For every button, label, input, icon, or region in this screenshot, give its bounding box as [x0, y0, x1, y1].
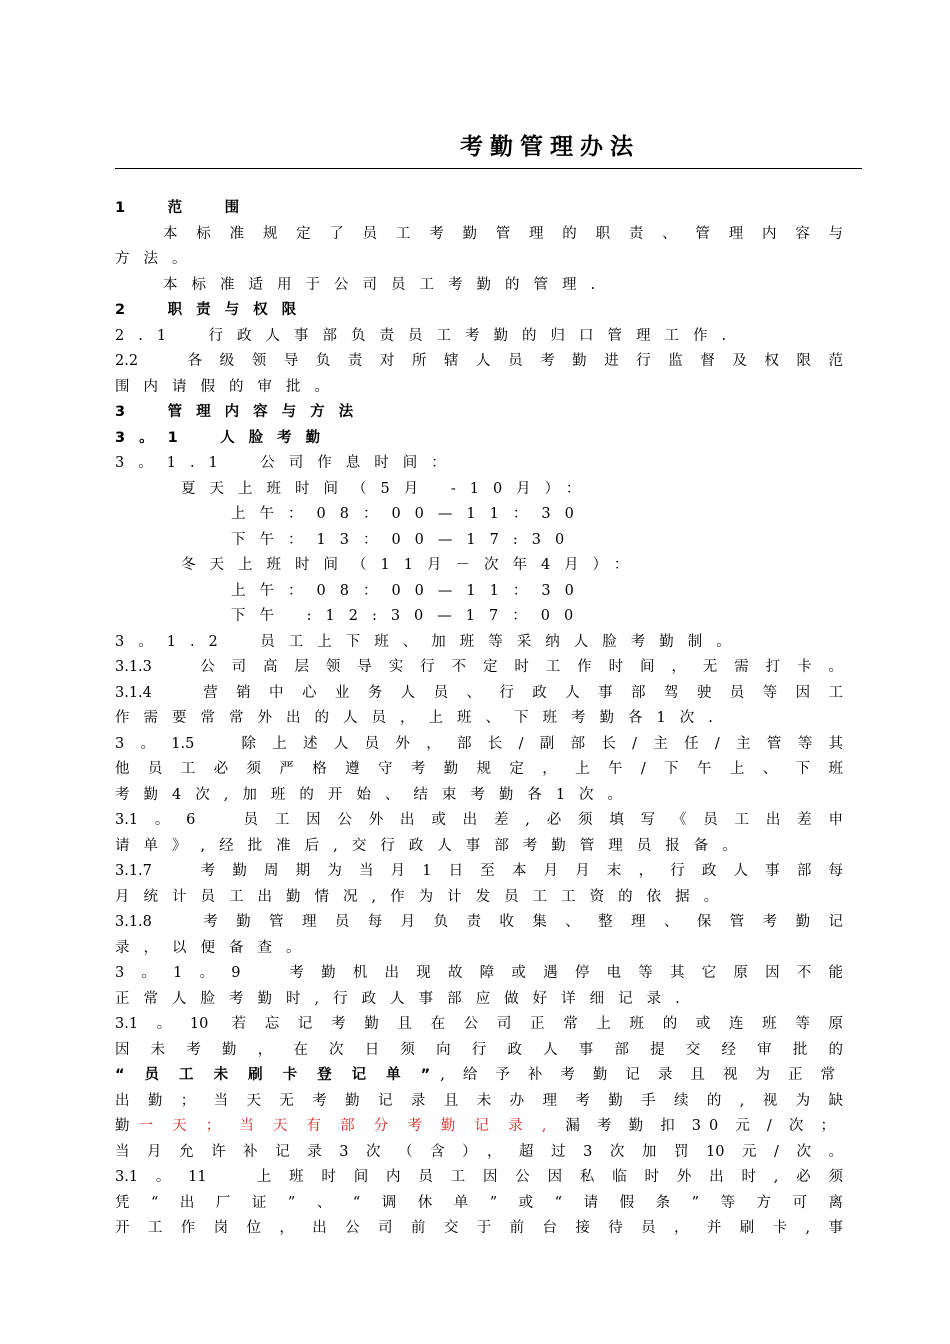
- paragraph-line: 方法。: [115, 251, 201, 267]
- paragraph-line: 3。1。9 考勤机出现故障或遇停电等其它原因不能: [115, 965, 843, 981]
- section-heading-responsibility: 2 职责与权限: [115, 302, 311, 318]
- title-divider: [115, 168, 862, 169]
- paragraph-line: 因未考勤，在次日须向行政人事部提交经审批的: [115, 1041, 843, 1058]
- schedule-summer-pm: 下午：13：00—17:30: [231, 531, 579, 548]
- paragraph-line: 3.1.7 考勤周期为当月1日至本月月末，行政人事部每: [115, 863, 843, 879]
- document-title: 考勤管理办法: [460, 134, 640, 160]
- paragraph-text: 勤: [115, 1118, 139, 1134]
- form-name-bold: “员工未刷卡登记单”: [115, 1067, 441, 1083]
- paragraph-text: 漏考勤扣30元/次；: [556, 1118, 843, 1134]
- paragraph-line-mixed: [115, 1063, 843, 1089]
- paragraph-line: 月统计员工出勤情况,作为计发员工工资的依据。: [115, 888, 733, 905]
- paragraph-line: 3。1.1 公司作息时间：: [115, 455, 460, 471]
- paragraph-line: 3。1.2 员工上下班、加班等采纳人脸考勤制。: [115, 633, 745, 650]
- paragraph-line: 3。1.5 除上述人员外，部长/副部长/主任/主管等其: [115, 735, 843, 752]
- schedule-winter-am: 上午：08：00—11：30: [231, 582, 588, 599]
- subsection-heading-face-attendance: 3。1 人脸考勤: [115, 429, 335, 446]
- paragraph-line: 3.1.8 考勤管理员每月负责收集、整理、保管考勤记: [115, 914, 843, 930]
- schedule-winter: 冬天上班时间（11月－次年4月）：: [181, 557, 643, 573]
- section-heading-scope: 1 范 围: [115, 200, 254, 216]
- schedule-summer-am: 上午：08：00—11：30: [231, 506, 588, 522]
- paragraph-line: 3.1。11 上班时间内员工因公因私临时外出时,必须: [115, 1169, 843, 1185]
- paragraph-line: 围内请假的审批。: [115, 378, 343, 395]
- paragraph-line: 考勤4次,加班的开始、结束考勤各1次。: [115, 786, 637, 803]
- highlight-red-text: 一天；当天有部分考勤记录,: [138, 1118, 557, 1134]
- schedule-winter-pm: 下午 :12:30—17：00: [231, 608, 588, 624]
- paragraph-line: 本标准规定了员工考勤管理的职责、管理内容与: [163, 225, 843, 242]
- paragraph-line: 正常人脸考勤时,行政人事部应做好详细记录.: [115, 990, 694, 1007]
- paragraph-line: 2.1 行政人事部负责员工考勤的归口管理工作.: [115, 327, 741, 344]
- paragraph-line: 2.2 各级领导负责对所辖人员考勤进行监督及权限范: [115, 353, 843, 369]
- paragraph-line: 他员工必须严格遵守考勤规定，上午/下午上、下班: [115, 761, 843, 777]
- paragraph-line: 出勤；当天无考勤记录且未办理考勤手续的,视为缺: [115, 1092, 843, 1109]
- paragraph-line: 3.1.3 公司高层领导实行不定时工作时间，无需打卡。: [115, 659, 843, 675]
- document-body: [115, 196, 843, 1242]
- paragraph-line: 3.1。10 若忘记考勤且在公司正常上班的或连班等原: [115, 1016, 843, 1032]
- paragraph-line: 开工作岗位，出公司前交于前台接待员，并刷卡,事: [115, 1220, 843, 1236]
- paragraph-line: 本标准适用于公司员工考勤的管理.: [163, 276, 610, 293]
- paragraph-line: 录，以便备查。: [115, 939, 315, 956]
- section-heading-management: 3 管理内容与方法: [115, 404, 368, 420]
- paragraph-line-mixed: [115, 1114, 843, 1140]
- paragraph-line: 作需要常常外出的人员，上班、下班考勤各1次.: [115, 710, 727, 726]
- paragraph-line: 3.1。6 员工因公外出或出差,必须填写《员工出差申: [115, 812, 843, 828]
- paragraph-line: 3.1.4 营销中心业务人员、行政人事部驾驶员等因工: [115, 684, 843, 701]
- paragraph-line: 请单》,经批准后,交行政人事部考勤管理员报备。: [115, 837, 751, 854]
- paragraph-line: 当月允许补记录3次（含），超过3次加罚10元/次。: [115, 1143, 843, 1160]
- paragraph-text: ,给予补考勤记录且视为正常: [440, 1067, 843, 1083]
- paragraph-line: 凭“出厂证”、“调休单”或“请假条”等方可离: [115, 1194, 843, 1211]
- schedule-summer: 夏天上班时间（5月 -10月）：: [181, 480, 595, 497]
